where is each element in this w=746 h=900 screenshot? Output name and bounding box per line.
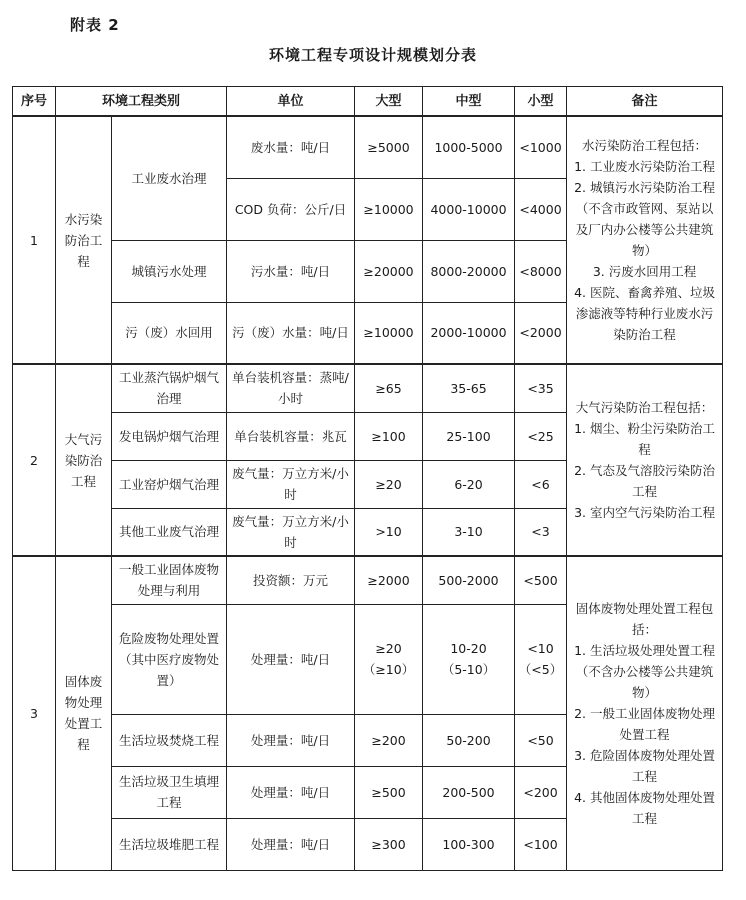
note-line: 3. 室内空气污染防治工程	[574, 505, 715, 520]
category-cell: 生活垃圾卫生填埋工程	[112, 766, 227, 818]
category-main: 危险废物处理处置	[119, 630, 220, 646]
medium-cell: 100-300	[423, 818, 515, 870]
category-cell: 工业窑炉烟气治理	[112, 460, 227, 508]
small-cell: <50	[515, 714, 567, 766]
small-cell: <25	[515, 412, 567, 460]
note-line: 2. 一般工业固体废物处理处置工程	[574, 705, 715, 742]
small-cell: <200	[515, 766, 567, 818]
unit-cell: 处理量：吨/日	[227, 766, 355, 818]
note-line: 2. 城镇污水污染防治工程（不含市政管网、泵站以及厂内办公楼等公共建筑物）	[574, 180, 715, 258]
medium-cell: 8000-20000	[423, 240, 515, 302]
section-name: 固体废物处理处置工程	[56, 556, 112, 870]
category-cell: 发电锅炉烟气治理	[112, 412, 227, 460]
large-sub: （≥10）	[362, 662, 415, 677]
category-cell: 一般工业固体废物处理与利用	[112, 556, 227, 604]
header-small: 小型	[515, 87, 567, 117]
section-water	[13, 116, 723, 364]
scale-table	[12, 86, 723, 871]
section-name: 水污染防治工程	[56, 116, 112, 364]
large-cell: ≥20000	[355, 240, 423, 302]
small-cell: <6	[515, 460, 567, 508]
unit-cell: 单台装机容量：蒸吨/小时	[227, 364, 355, 412]
medium-cell: 4000-10000	[423, 178, 515, 240]
unit-cell: 废气量：万立方米/小时	[227, 508, 355, 556]
large-cell: ≥65	[355, 364, 423, 412]
note-line: 3. 污废水回用工程	[592, 264, 697, 279]
category-cell: 其他工业废气治理	[112, 508, 227, 556]
unit-cell: 污水量：吨/日	[227, 240, 355, 302]
medium-cell: 6-20	[423, 460, 515, 508]
large-cell: >10	[355, 508, 423, 556]
category-cell: 污（废）水回用	[112, 302, 227, 364]
small-cell: <3	[515, 508, 567, 556]
note-line: 大气污染防治工程包括：	[575, 400, 714, 415]
section-seq: 2	[13, 364, 56, 556]
note-line: 2. 气态及气溶胶污染防治工程	[574, 463, 715, 499]
medium-cell: 3-10	[423, 508, 515, 556]
medium-main: 10-20	[450, 641, 487, 656]
header-category: 环境工程类别	[56, 87, 227, 117]
medium-cell: 50-200	[423, 714, 515, 766]
large-cell: ≥5000	[355, 116, 423, 178]
note-cell	[567, 556, 723, 870]
small-cell: <4000	[515, 178, 567, 240]
small-cell: <100	[515, 818, 567, 870]
large-cell: ≥20	[355, 460, 423, 508]
table-row	[13, 556, 723, 604]
unit-cell: 处理量：吨/日	[227, 604, 355, 714]
section-name: 大气污染防治工程	[56, 364, 112, 556]
section-seq: 3	[13, 556, 56, 870]
unit-cell: 处理量：吨/日	[227, 818, 355, 870]
small-cell	[515, 604, 567, 714]
header-note: 备注	[567, 87, 723, 117]
header-row	[13, 87, 723, 117]
category-cell: 生活垃圾焚烧工程	[112, 714, 227, 766]
large-cell	[355, 604, 423, 714]
small-cell: <1000	[515, 116, 567, 178]
appendix-label: 附表 2	[70, 16, 120, 34]
header-unit: 单位	[227, 87, 355, 117]
medium-cell: 2000-10000	[423, 302, 515, 364]
large-cell: ≥100	[355, 412, 423, 460]
header-medium: 中型	[423, 87, 515, 117]
large-cell: ≥300	[355, 818, 423, 870]
unit-cell: 投资额：万元	[227, 556, 355, 604]
note-line: 1. 生活垃圾处理处置工程（不含办公楼等公共建筑物）	[574, 642, 715, 700]
large-cell: ≥10000	[355, 302, 423, 364]
medium-cell: 200-500	[423, 766, 515, 818]
large-main: ≥20	[375, 641, 402, 656]
medium-cell	[423, 604, 515, 714]
note-line: 4. 其他固体废物处理处置工程	[574, 789, 715, 826]
note-line: 1. 烟尘、粉尘污染防治工程	[574, 421, 715, 457]
section-seq: 1	[13, 116, 56, 364]
large-cell: ≥10000	[355, 178, 423, 240]
category-cell: 工业废水治理	[112, 116, 227, 240]
header-large: 大型	[355, 87, 423, 117]
table-row	[13, 116, 723, 178]
medium-cell: 25-100	[423, 412, 515, 460]
small-cell: <2000	[515, 302, 567, 364]
page-title: 环境工程专项设计规模划分表	[268, 46, 477, 64]
small-cell: <500	[515, 556, 567, 604]
note-line: 水污染防治工程包括：	[582, 138, 708, 153]
small-sub: （<5）	[518, 662, 563, 677]
medium-sub: （5-10）	[441, 662, 496, 677]
small-cell: <35	[515, 364, 567, 412]
table-row	[13, 364, 723, 412]
category-sub: （其中医疗废物处置）	[119, 651, 220, 688]
large-cell: ≥200	[355, 714, 423, 766]
note-cell	[567, 364, 723, 556]
unit-cell: 废水量：吨/日	[227, 116, 355, 178]
unit-cell: 废气量：万立方米/小时	[227, 460, 355, 508]
category-cell: 工业蒸汽锅炉烟气治理	[112, 364, 227, 412]
small-main: <10	[527, 641, 554, 656]
unit-cell: COD 负荷：公斤/日	[227, 178, 355, 240]
medium-cell: 1000-5000	[423, 116, 515, 178]
small-cell: <8000	[515, 240, 567, 302]
large-cell: ≥2000	[355, 556, 423, 604]
unit-cell: 单台装机容量：兆瓦	[227, 412, 355, 460]
note-cell	[567, 116, 723, 364]
note-line: 4. 医院、畜禽养殖、垃圾渗滤液等特种行业废水污染防治工程	[574, 285, 715, 342]
category-cell: 生活垃圾堆肥工程	[112, 818, 227, 870]
unit-cell: 污（废）水量：吨/日	[227, 302, 355, 364]
section-solid-waste	[13, 556, 723, 870]
category-cell: 城镇污水处理	[112, 240, 227, 302]
category-cell	[112, 604, 227, 714]
note-line: 1. 工业废水污染防治工程	[574, 159, 715, 174]
unit-cell: 处理量：吨/日	[227, 714, 355, 766]
section-air	[13, 364, 723, 556]
note-line: 3. 危险固体废物处理处置工程	[574, 747, 715, 784]
medium-cell: 500-2000	[423, 556, 515, 604]
header-seq: 序号	[13, 87, 56, 117]
note-line: 固体废物处理处置工程包括：	[575, 600, 714, 637]
large-cell: ≥500	[355, 766, 423, 818]
medium-cell: 35-65	[423, 364, 515, 412]
